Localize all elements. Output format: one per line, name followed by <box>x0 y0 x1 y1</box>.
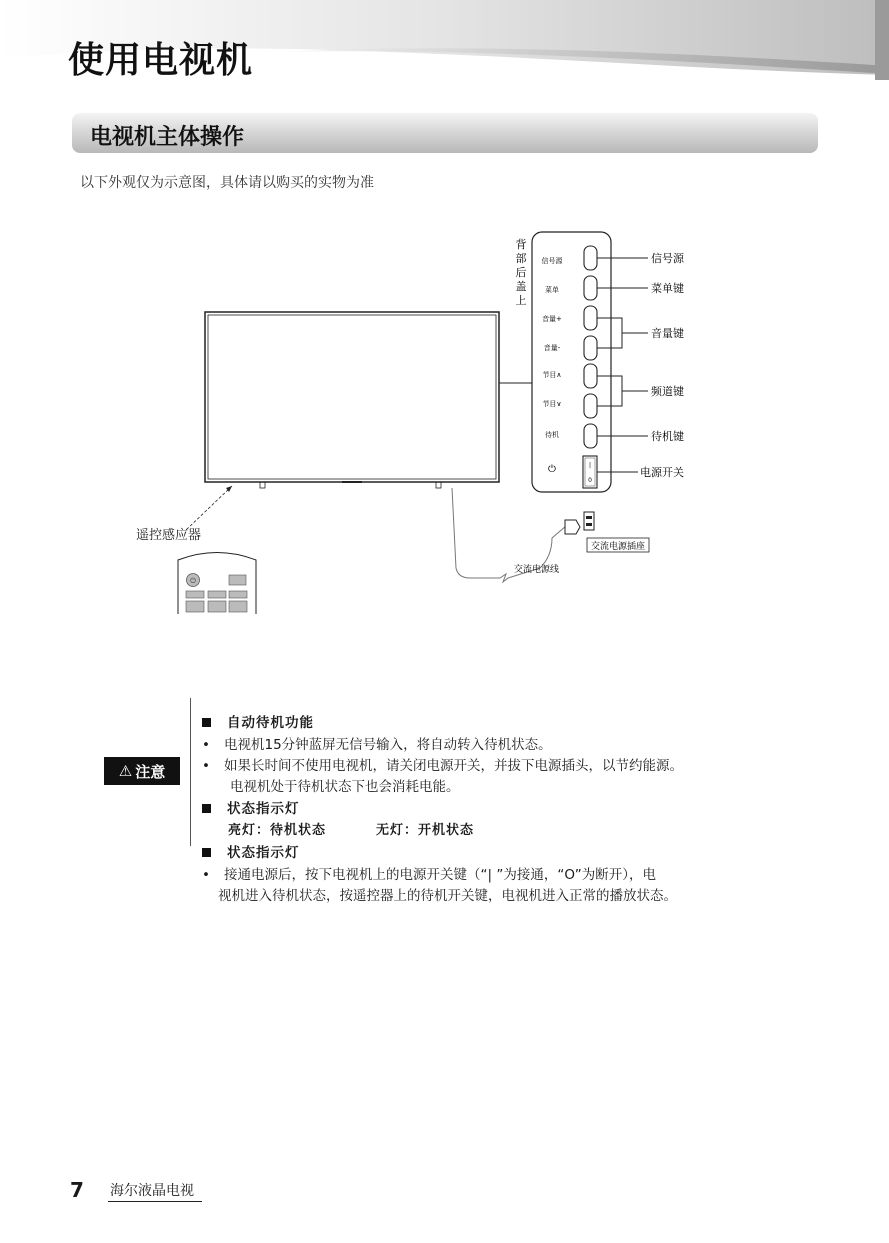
menu-key <box>584 276 597 300</box>
callout-standby: 待机键 <box>651 430 684 443</box>
callout-power-switch: 电源开关 <box>640 466 684 479</box>
warning-icon: ⚠ <box>118 762 133 780</box>
ac-socket-label: 交流电源插座 <box>590 542 646 552</box>
back-cover-char: 部 <box>515 252 527 265</box>
volume-up-key <box>584 306 597 330</box>
tv-frame <box>205 312 499 482</box>
back-control-panel <box>532 232 611 492</box>
panel-label-ch-up: 节目∧ <box>542 371 562 379</box>
ac-cord-label: 交流电源线 <box>514 565 560 575</box>
note-item-continuation: 视机进入待机状态，按遥控器上的待机开关键，电视机进入正常的播放状态。 <box>218 888 677 904</box>
panel-label-standby: 待机 <box>545 431 559 439</box>
panel-label-vol-up: 音量+ <box>542 315 562 323</box>
note-heading-indicator: 状态指示灯 <box>202 797 300 817</box>
note-item-continuation: 电视机处于待机状态下也会消耗电能。 <box>230 779 460 795</box>
intro-text: 以下外观仅为示意图，具体请以购买的实物为准 <box>80 175 374 191</box>
power-symbol-icon: ⏻ <box>548 464 556 475</box>
standby-key <box>584 424 597 448</box>
panel-label-source: 信号源 <box>541 257 563 265</box>
notes-divider <box>190 698 191 846</box>
indicator-on-state: 亮灯：待机状态 <box>228 823 327 838</box>
footer-underline <box>108 1201 202 1202</box>
page-number: 7 <box>70 1178 84 1202</box>
note-item: • 接通电源后，按下电视机上的电源开关键（“| ”为接通，“O”为断开），电 <box>202 867 656 883</box>
back-cover-char: 背 <box>515 238 527 251</box>
callout-source: 信号源 <box>651 252 684 265</box>
remote-sensor-label: 遥控感应器 <box>136 528 202 543</box>
panel-label-menu: 菜单 <box>545 286 559 294</box>
tv-diagram <box>0 220 889 640</box>
note-item: • 如果长时间不使用电视机，请关闭电源开关，并拔下电源插头，以节约能源。 <box>202 758 683 774</box>
note-heading-auto-standby: 自动待机功能 <box>202 711 314 731</box>
source-key <box>584 246 597 270</box>
back-cover-char: 后 <box>515 266 527 279</box>
notice-badge-label: 注意 <box>135 762 166 781</box>
switch-on-mark: | <box>588 462 592 469</box>
panel-label-vol-down: 音量- <box>543 344 561 352</box>
back-cover-char: 盖 <box>515 280 527 293</box>
callout-volume: 音量键 <box>651 327 684 340</box>
svg-text:⏻: ⏻ <box>190 577 196 585</box>
panel-label-ch-down: 节目∨ <box>542 400 562 408</box>
note-heading-indicator-2: 状态指示灯 <box>202 841 300 861</box>
page-title: 使用电视机 <box>68 40 254 81</box>
indicator-off-state: 无灯：开机状态 <box>376 823 475 838</box>
volume-down-key <box>584 336 597 360</box>
back-cover-char: 上 <box>515 294 527 307</box>
switch-off-mark: 0 <box>588 477 592 484</box>
channel-up-key <box>584 364 597 388</box>
channel-down-key <box>584 394 597 418</box>
note-item: • 电视机15分钟蓝屏无信号输入，将自动转入待机状态。 <box>202 737 552 753</box>
callout-menu: 菜单键 <box>651 282 684 295</box>
callout-channel: 频道键 <box>651 385 684 398</box>
footer-brand: 海尔液晶电视 <box>110 1183 194 1199</box>
wall-socket <box>584 512 594 530</box>
section-title: 电视机主体操作 <box>90 125 245 150</box>
notice-badge <box>104 757 180 785</box>
